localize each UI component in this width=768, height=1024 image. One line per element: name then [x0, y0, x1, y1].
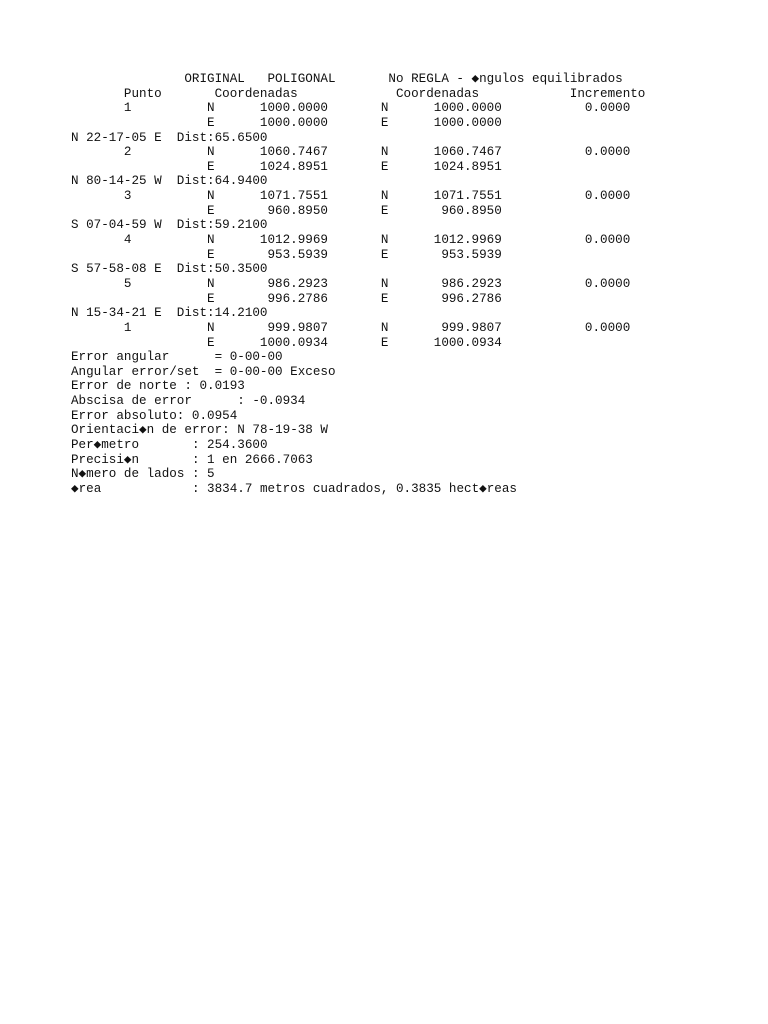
report-point-north-line: 5 N 986.2923 N 986.2923 0.0000 [71, 276, 631, 291]
summary-angular-error-per-set: Angular error/set = 0-00-00 Exceso [71, 364, 336, 379]
report-bearing-distance-line: N 80-14-25 W Dist:64.9400 [71, 174, 268, 189]
report-point-north-line: 1 N 1000.0000 N 1000.0000 0.0000 [71, 101, 631, 116]
summary-precision: Precisi◆n : 1 en 2666.7063 [71, 452, 313, 467]
summary-perimeter: Per◆metro : 254.3600 [71, 438, 268, 453]
report-point-east-line: E 1024.8951 E 1024.8951 [71, 159, 502, 174]
report-point-east-line: E 1000.0000 E 1000.0000 [71, 115, 502, 130]
summary-abscissa-error: Abscisa de error : -0.0934 [71, 394, 306, 409]
report-point-north-line: 1 N 999.9807 N 999.9807 0.0000 [71, 320, 631, 335]
report-bearing-distance-line: N 22-17-05 E Dist:65.6500 [71, 130, 268, 145]
report-column-headers: Punto Coordenadas Coordenadas Incremento [71, 86, 646, 101]
report-bearing-distance-line: S 57-58-08 E Dist:50.3500 [71, 262, 268, 277]
report-point-east-line: E 953.5939 E 953.5939 [71, 247, 502, 262]
summary-number-of-sides: N◆mero de lados : 5 [71, 467, 215, 482]
report-point-north-line: 4 N 1012.9969 N 1012.9969 0.0000 [71, 233, 631, 248]
summary-angular-error: Error angular = 0-00-00 [71, 350, 283, 365]
summary-area: ◆rea : 3834.7 metros cuadrados, 0.3835 hect◆reas [71, 481, 517, 496]
report-point-east-line: E 1000.0934 E 1000.0934 [71, 335, 502, 350]
summary-north-error: Error de norte : 0.0193 [71, 379, 245, 394]
report-point-east-line: E 996.2786 E 996.2786 [71, 291, 502, 306]
report-header-line: ORIGINAL POLIGONAL No REGLA - ◆ngulos equilibrados [71, 72, 623, 86]
report-bearing-distance-line: N 15-34-21 E Dist:14.2100 [71, 306, 268, 321]
report-point-east-line: E 960.8950 E 960.8950 [71, 203, 502, 218]
report-point-north-line: 2 N 1060.7467 N 1060.7467 0.0000 [71, 145, 631, 160]
report-bearing-distance-line: S 07-04-59 W Dist:59.2100 [71, 218, 268, 233]
traverse-report [71, 72, 645, 497]
report-point-north-line: 3 N 1071.7551 N 1071.7551 0.0000 [71, 189, 631, 204]
summary-absolute-error: Error absoluto: 0.0954 [71, 408, 238, 423]
summary-error-orientation: Orientaci◆n de error: N 78-19-38 W [71, 423, 328, 438]
